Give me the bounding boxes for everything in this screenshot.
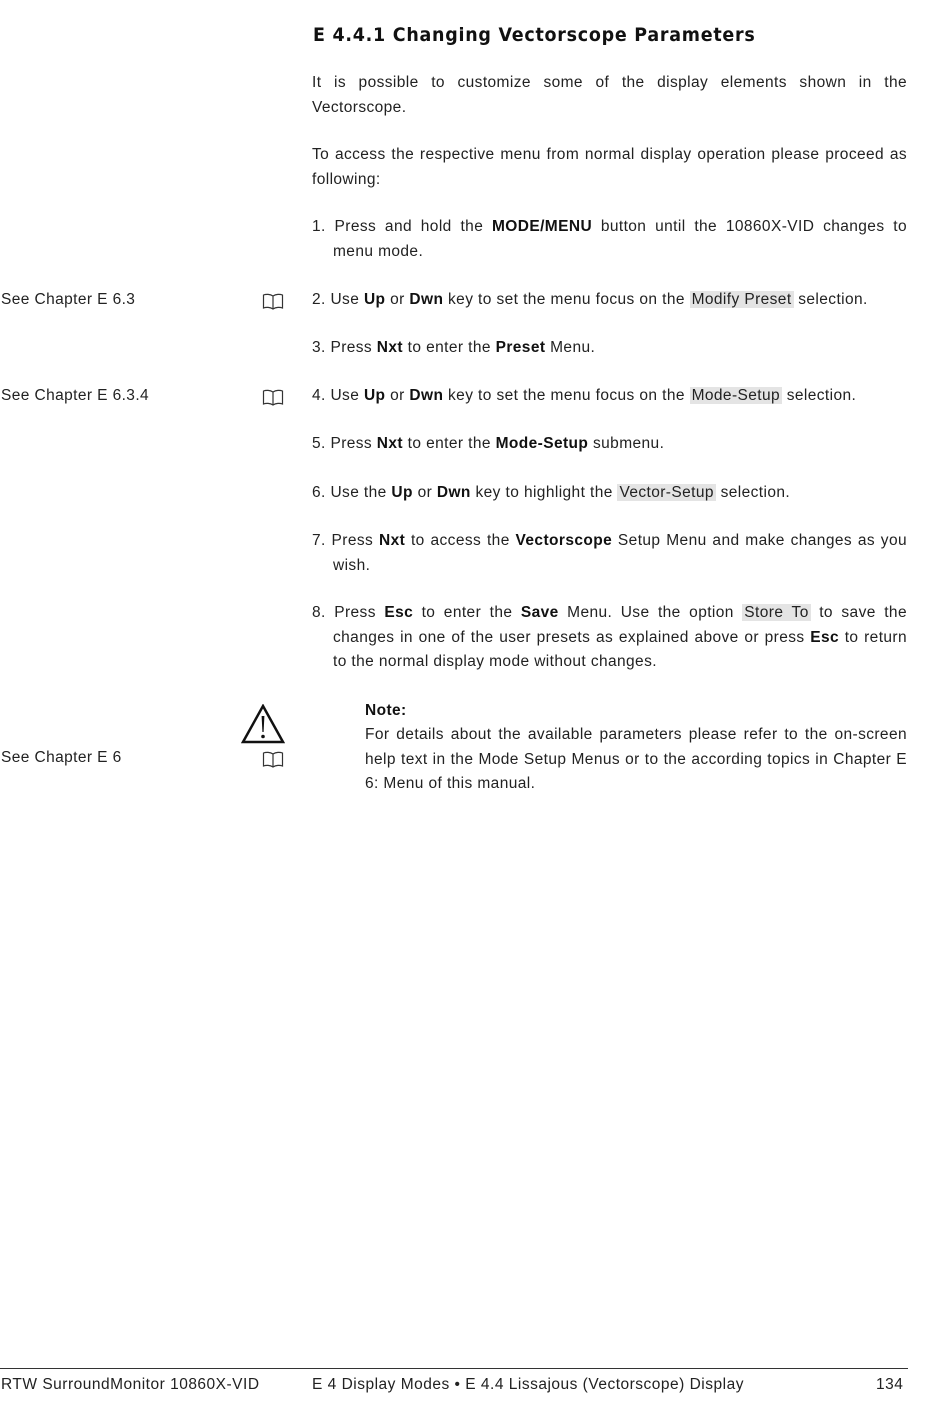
warning-triangle-icon bbox=[241, 704, 285, 744]
margin-ref-1: See Chapter E 6.3 bbox=[1, 291, 136, 308]
step-6: 6. Use the Up or Dwn key to highlight the Vector-Setup selection. bbox=[312, 484, 791, 501]
menu-item-mode-setup: Mode-Setup bbox=[691, 387, 781, 404]
footer-product: RTW SurroundMonitor 10860X-VID bbox=[1, 1376, 260, 1393]
step-number: 8. bbox=[312, 604, 326, 621]
step-4: 4. Use Up or Dwn key to set the menu focus on the Mode-Setup selection. bbox=[312, 387, 857, 404]
step-number: 2. bbox=[312, 291, 326, 308]
footer-rule bbox=[0, 1368, 908, 1369]
access-paragraph: To access the respective menu from normal display operation please proceed as following: bbox=[312, 146, 907, 188]
step-number: 3. bbox=[312, 339, 326, 356]
step-5: 5. Press Nxt to enter the Mode-Setup submenu. bbox=[312, 435, 665, 452]
menu-item-modify-preset: Modify Preset bbox=[691, 291, 792, 308]
menu-item-store-to: Store To bbox=[744, 604, 809, 621]
step-number: 6. bbox=[312, 484, 326, 501]
note-text: For details about the available parameters please refer to the on-screen help text in the Mode Setup Menus or to the according topics in Chapter E 6: Menu of this manual. bbox=[365, 726, 907, 792]
step-2: 2. Use Up or Dwn key to set the menu focus on the Modify Preset selection. bbox=[312, 291, 868, 308]
step-number: 1. bbox=[312, 218, 326, 235]
book-icon bbox=[262, 389, 284, 407]
step-number: 4. bbox=[312, 387, 326, 404]
footer-section: E 4 Display Modes • E 4.4 Lissajous (Vectorscope) Display bbox=[312, 1376, 744, 1393]
step-3: 3. Press Nxt to enter the Preset Menu. bbox=[312, 339, 596, 356]
step-number: 7. bbox=[312, 532, 326, 549]
book-icon bbox=[262, 751, 284, 769]
page-number: 134 bbox=[876, 1376, 904, 1393]
step-8: 8. Press Esc to enter the Save Menu. Use the option Store To to save the changes in one of the user presets as explained above or press Esc to return to the normal display mode without changes. bbox=[312, 604, 907, 670]
margin-ref-3: See Chapter E 6 bbox=[1, 749, 122, 766]
margin-ref-2: See Chapter E 6.3.4 bbox=[1, 387, 150, 404]
step-7: 7. Press Nxt to access the Vectorscope Setup Menu and make changes as you wish. bbox=[312, 532, 907, 574]
step-1: 1. Press and hold the MODE/MENU button until the 10860X-VID changes to menu mode. bbox=[312, 218, 907, 260]
step-number: 5. bbox=[312, 435, 326, 452]
section-heading: E 4.4.1 Changing Vectorscope Parameters bbox=[313, 24, 756, 46]
key-mode-menu: MODE/MENU bbox=[492, 218, 593, 235]
book-icon bbox=[262, 293, 284, 311]
note-title: Note: bbox=[365, 702, 407, 719]
intro-paragraph: It is possible to customize some of the display elements shown in the Vectorscope. bbox=[312, 74, 907, 116]
menu-item-vector-setup: Vector-Setup bbox=[619, 484, 714, 501]
